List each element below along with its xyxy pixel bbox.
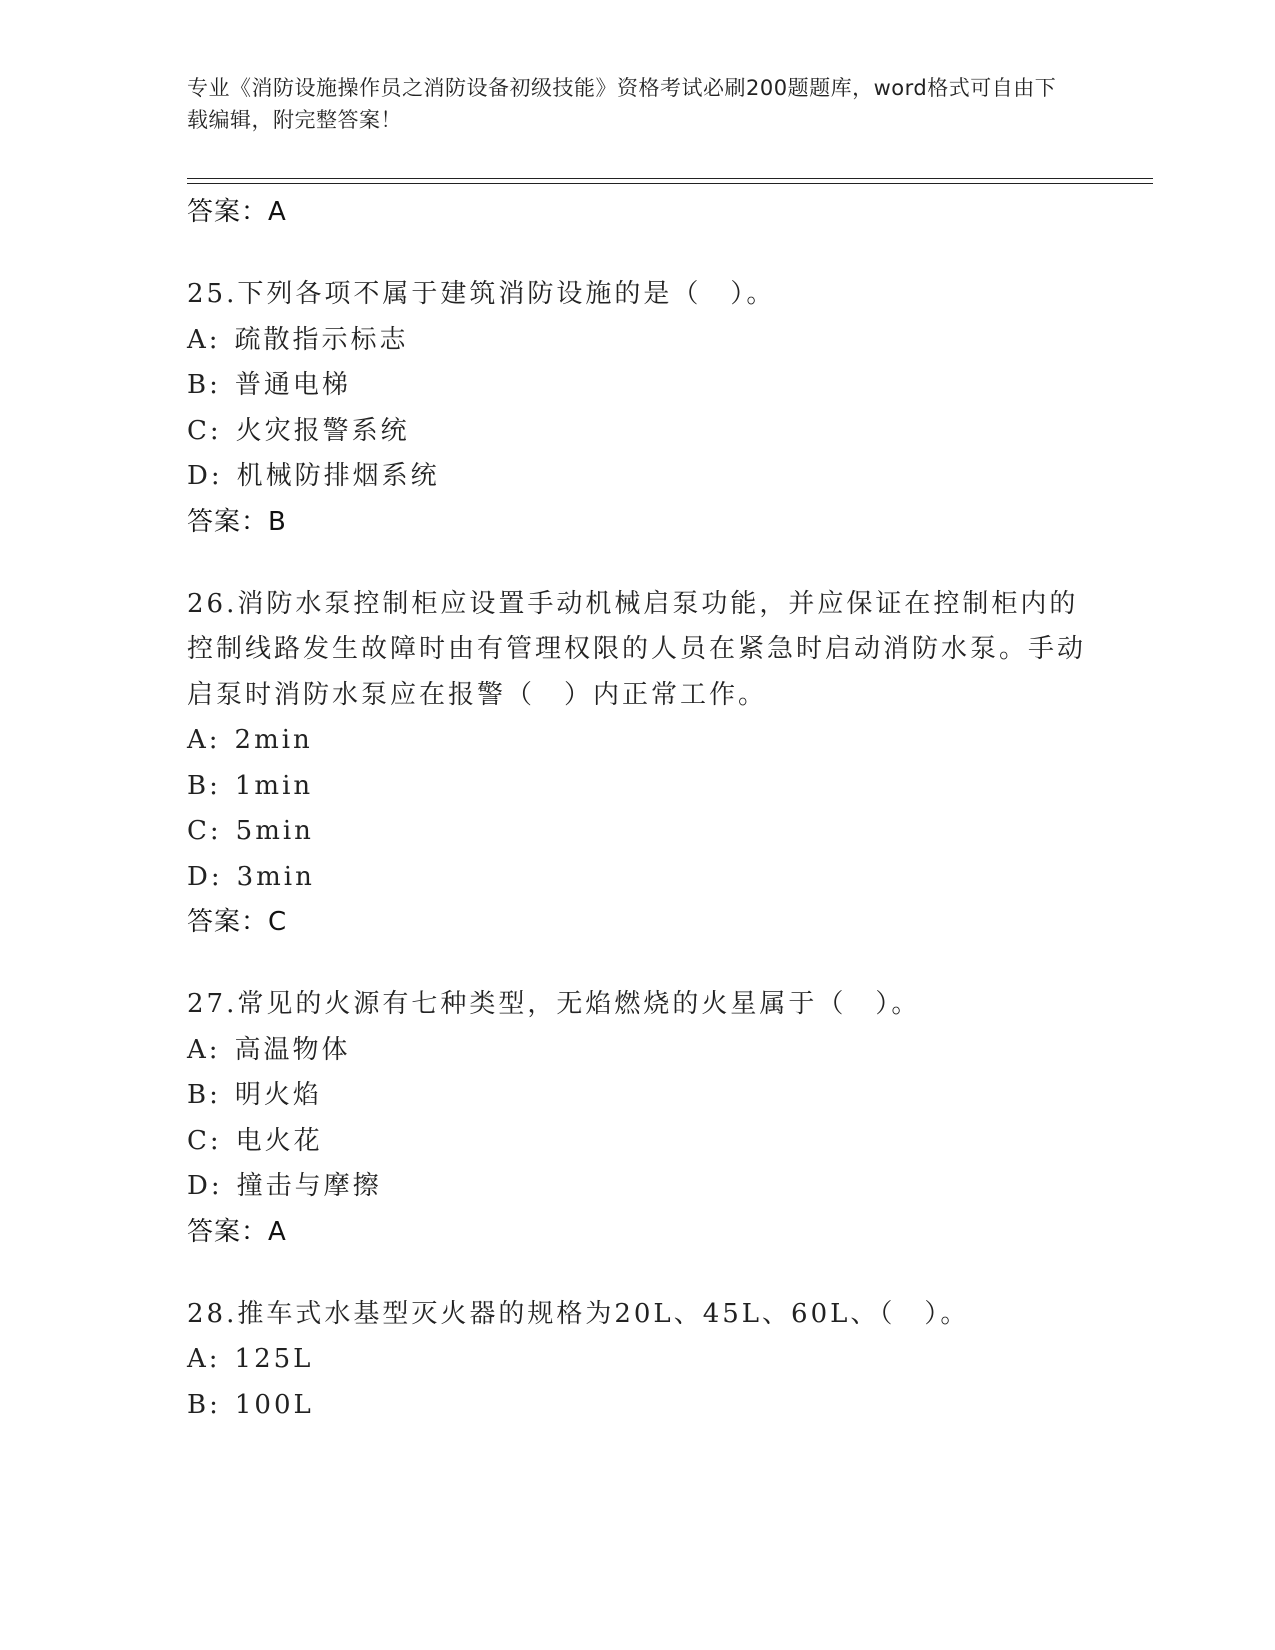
option-key: A: (187, 1344, 221, 1374)
option-key: D: (187, 461, 223, 491)
option-text: 普通电梯 (234, 370, 351, 400)
answer-line: 答案：C (187, 907, 288, 937)
option-a (187, 318, 1107, 364)
option-key: C: (187, 1125, 222, 1156)
option-text: 明火焰 (234, 1080, 322, 1110)
question-list (187, 190, 1107, 1428)
option-d (187, 1164, 1107, 1210)
option-b (187, 764, 1107, 810)
option-key: C: (187, 415, 222, 446)
option-text: 100L (234, 1389, 314, 1420)
option-text: 5min (235, 816, 314, 846)
answer-line: 答案：A (187, 197, 287, 227)
option-key: B: (187, 770, 221, 801)
question-26 (187, 582, 1107, 945)
question-25 (187, 272, 1107, 544)
option-d (187, 454, 1107, 500)
option-text: 撞击与摩擦 (236, 1171, 382, 1201)
option-text: 电火花 (235, 1125, 323, 1156)
option-text: 高温物体 (234, 1034, 351, 1065)
question-28 (187, 1292, 1107, 1429)
option-key: B: (187, 1389, 221, 1420)
option-c (187, 1119, 1107, 1165)
question-stem: 25.下列各项不属于建筑消防设施的是（ ）。 (187, 279, 776, 309)
option-key: A: (187, 324, 221, 355)
document-header: 专业《消防设施操作员之消防设备初级技能》资格考试必刷200题题库，word格式可自由下载编辑，附完整答案！ (187, 76, 1057, 132)
option-a (187, 1028, 1107, 1074)
option-text: 125L (234, 1344, 314, 1374)
answer-line: 答案：A (187, 1216, 287, 1247)
answer-line: 答案：B (187, 506, 287, 537)
option-key: B: (187, 1080, 221, 1110)
header-rule-bottom (187, 183, 1153, 184)
option-key: C: (187, 816, 222, 846)
question-stem: 27.常见的火源有七种类型，无焰燃烧的火星属于（ ）。 (187, 989, 921, 1019)
option-key: A: (187, 1034, 221, 1065)
option-text: 3min (236, 861, 315, 892)
question-27 (187, 982, 1107, 1254)
option-b (187, 1383, 1107, 1429)
option-key: B: (187, 370, 221, 400)
option-key: A: (187, 725, 221, 755)
option-d (187, 855, 1107, 901)
option-text: 疏散指示标志 (234, 324, 409, 355)
option-b (187, 363, 1107, 409)
option-text: 1min (234, 770, 314, 801)
option-b (187, 1073, 1107, 1119)
option-c (187, 409, 1107, 455)
option-c (187, 809, 1107, 855)
question-stem: 26.消防水泵控制柜应设置手动机械启泵功能，并应保证在控制柜内的控制线路发生故障时由有管理权限的人员在紧急时启动消防水泵。手动启泵时消防水泵应在报警（ ）内正常工作。 (187, 588, 1087, 710)
option-text: 机械防排烟系统 (236, 461, 440, 491)
option-text: 2min (234, 725, 313, 755)
option-key: D: (187, 1171, 223, 1201)
header-rule-top (187, 178, 1153, 179)
option-text: 火灾报警系统 (235, 415, 410, 446)
option-key: D: (187, 861, 223, 892)
option-a (187, 1337, 1107, 1383)
question-stem: 28.推车式水基型灭火器的规格为20L、45L、60L、（ ）。 (187, 1298, 970, 1329)
option-a (187, 718, 1107, 764)
